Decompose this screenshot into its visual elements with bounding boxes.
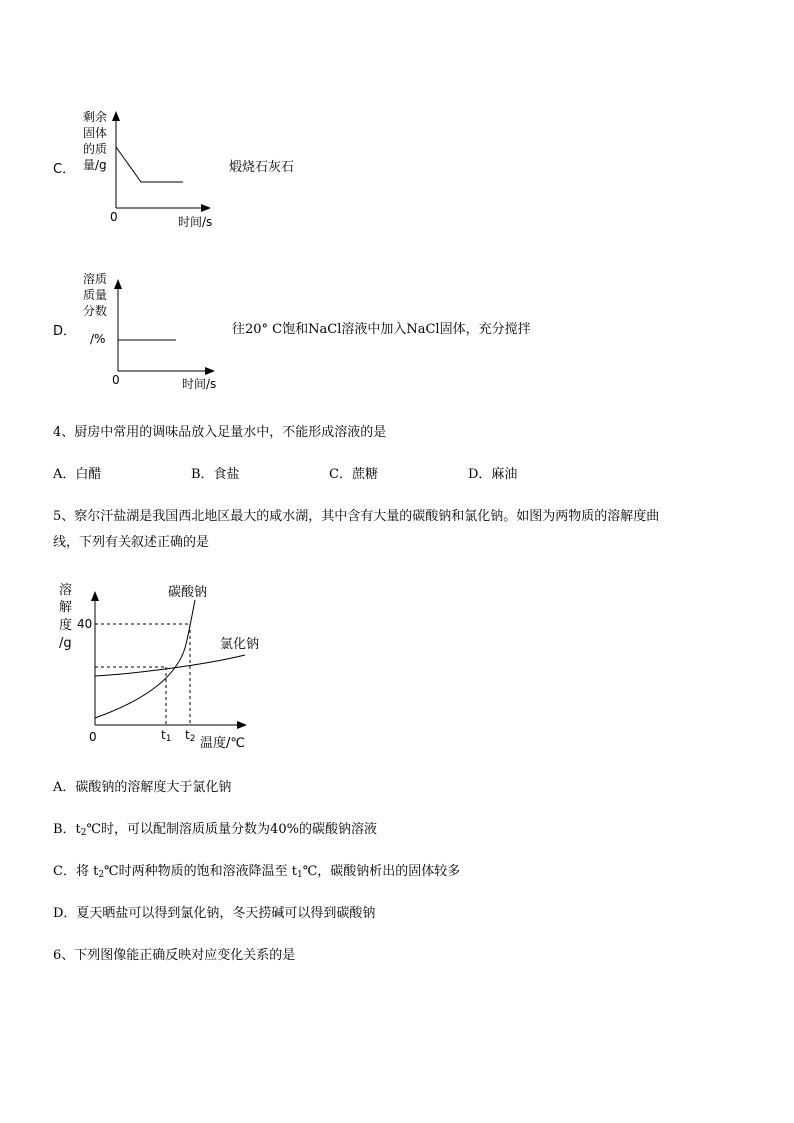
q4-option-d: D．麻油 xyxy=(468,467,518,482)
option-c-xlabel: 时间/s xyxy=(178,215,213,229)
chart-ylabel-3: 度 xyxy=(59,618,73,633)
q5-option-c-post: ℃，碳酸钠析出的固体较多 xyxy=(302,864,461,879)
option-d-ylabel-4: /% xyxy=(90,332,106,346)
chart-origin: 0 xyxy=(89,730,97,744)
chart-series-sodium-chloride xyxy=(95,655,245,676)
chart-ylabel-4: /g xyxy=(59,636,72,651)
chart-ylabel-2: 解 xyxy=(59,600,73,615)
q5-stem-line2: 线，下列有关叙述正确的是 xyxy=(53,535,210,550)
chart-xtick-t1-main: t xyxy=(161,728,166,742)
option-d-ylabel-1: 溶质 xyxy=(83,272,108,286)
q5-option-c-mid: ℃时两种物质的饱和溶液降温至 t xyxy=(104,864,297,879)
option-d-origin: 0 xyxy=(112,373,120,387)
q4-option-a: A．白醋 xyxy=(53,467,102,482)
chart-ytick-label: 40 xyxy=(77,617,93,631)
option-d-label: D． xyxy=(53,324,77,339)
q5-option-c-sub2: 1 xyxy=(296,870,303,880)
chart-xtick-t1-sub: 1 xyxy=(165,734,172,744)
option-c-ylabel-4: 量/g xyxy=(83,158,107,172)
q5-option-d: D．夏天晒盐可以得到氯化钠，冬天捞碱可以得到碳酸钠 xyxy=(53,906,376,921)
chart-ylabel-1: 溶 xyxy=(59,583,73,598)
chart-xtick-t2-main: t xyxy=(185,728,190,742)
q5-option-c-pre: C．将 t xyxy=(53,864,99,879)
option-c-label: C． xyxy=(53,162,76,177)
option-c-ylabel-2: 固体 xyxy=(83,126,108,140)
option-c-ylabel-3: 的质 xyxy=(83,142,108,156)
q5-option-b-post: ℃时，可以配制溶质质量分数为40%的碳酸钠溶液 xyxy=(86,822,377,837)
q5-stem-line1: 5、察尔汗盐湖是我国西北地区最大的咸水湖，其中含有大量的碳酸钠和氯化钠。如图为两物质的溶解度曲 xyxy=(53,509,660,524)
q5-option-b-sub: 2 xyxy=(80,828,87,838)
option-d-ylabel-3: 分数 xyxy=(83,304,108,318)
option-d-caption: 往20° C饱和NaCl溶液中加入NaCl固体，充分搅拌 xyxy=(232,322,531,337)
chart-legend-sodium-carbonate: 碳酸钠 xyxy=(168,585,208,600)
option-d-xlabel: 时间/s xyxy=(182,377,217,391)
q5-option-c xyxy=(53,864,460,883)
q5-option-b xyxy=(53,822,377,841)
chart-x-arrow xyxy=(237,721,247,729)
q5-option-a: A．碳酸钠的溶解度大于氯化钠 xyxy=(53,780,232,795)
q5-option-c-sub1: 2 xyxy=(98,870,105,880)
option-c-ylabel-1: 剩余 xyxy=(83,110,108,124)
chart-y-arrow xyxy=(91,591,99,601)
q4-stem: 4、厨房中常用的调味品放入足量水中，不能形成溶液的是 xyxy=(53,425,387,440)
q4-option-c: C．蔗糖 xyxy=(329,467,378,482)
option-d-ylabel-2: 质量 xyxy=(83,288,108,302)
q6-stem: 6、下列图像能正确反映对应变化关系的是 xyxy=(53,948,296,963)
q5-option-b-pre: B．t xyxy=(53,822,81,837)
chart-xlabel: 温度/℃ xyxy=(200,736,245,751)
chart-series-sodium-carbonate xyxy=(95,600,195,718)
option-c-caption: 煅烧石灰石 xyxy=(229,160,295,175)
chart-legend-sodium-chloride: 氯化钠 xyxy=(220,637,260,652)
option-c-origin: 0 xyxy=(110,210,118,224)
q4-option-b: B．食盐 xyxy=(191,467,240,482)
chart-xtick-t2-sub: 2 xyxy=(189,734,196,744)
